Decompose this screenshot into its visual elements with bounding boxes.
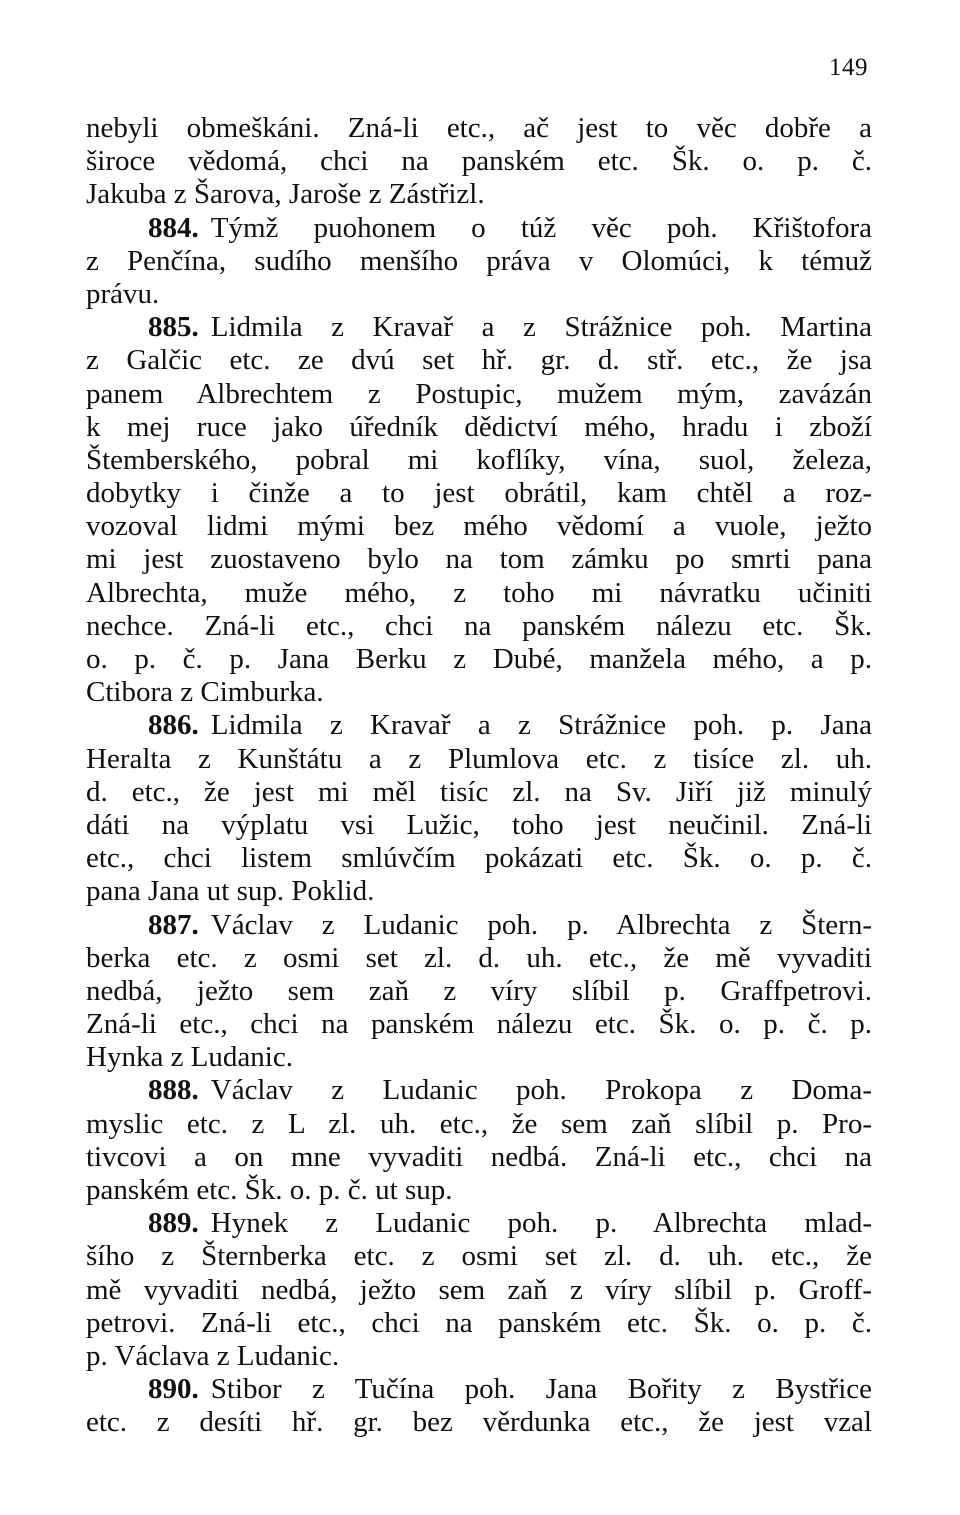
line-text: d. etc., že jest mi měl tisíc zl. na Sv. Jiří již minulý (86, 775, 872, 808)
line-text: Ctibora z Cimburka. (86, 676, 324, 709)
line-text: právu. (86, 277, 160, 310)
text-line (86, 1274, 872, 1307)
line-text: pana Jana ut sup. Poklid. (86, 875, 375, 908)
text-line (86, 1340, 872, 1373)
line-text: mě vyvaditi nedbá, ježto sem zaň z víry slíbil p. Groff- (86, 1273, 872, 1306)
text-line (86, 311, 872, 344)
text-line (86, 809, 872, 842)
text-line (86, 1041, 872, 1074)
text-line (86, 776, 872, 809)
line-text: Jakuba z Šarova, Jaroše z Zástřizl. (86, 178, 485, 211)
text-line (86, 975, 872, 1008)
entry-number: 885. (148, 311, 199, 344)
text-line (86, 344, 872, 377)
text-line (86, 1240, 872, 1273)
line-text: panském etc. Šk. o. p. č. ut sup. (86, 1174, 453, 1206)
entry-number: 888. (148, 1074, 199, 1107)
line-text: Lidmila z Kravař a z Strážnice poh. Martina (210, 311, 872, 344)
entry-number: 889. (148, 1207, 199, 1240)
line-text: nechce. Zná-li etc., chci na panském nálezu etc. Šk. (86, 609, 872, 642)
text-line (86, 411, 872, 444)
text-line (86, 842, 872, 875)
line-text: Týmž puohonem o túž věc poh. Křištofora (210, 211, 872, 244)
text-line (86, 909, 872, 942)
text-line (86, 610, 872, 643)
text-line (86, 1373, 872, 1406)
line-text: k mej ruce jako úředník dědictví mého, hradu i zboží (86, 410, 872, 443)
text-line (86, 1174, 872, 1207)
text-line (86, 145, 872, 178)
text-line (86, 1141, 872, 1174)
line-text: nedbá, ježto sem zaň z víry slíbil p. Graffpetrovi. (86, 974, 872, 1007)
document-body (86, 112, 872, 1440)
text-line (86, 875, 872, 908)
text-line (86, 676, 872, 709)
line-text: tivcovi a on mne vyvaditi nedbá. Zná-li etc., chci na (86, 1140, 872, 1173)
text-line (86, 942, 872, 975)
line-text: myslic etc. z L zl. uh. etc., že sem zaň slíbil p. Pro- (86, 1107, 872, 1140)
text-line (86, 1207, 872, 1240)
text-line (86, 1108, 872, 1141)
line-text: Hynka z Ludanic. (86, 1041, 293, 1074)
text-line (86, 212, 872, 245)
text-line (86, 245, 872, 278)
entry-number: 887. (148, 908, 199, 941)
line-text: z Galčic etc. ze dvú set hř. gr. d. stř. etc., že jsa (86, 344, 872, 377)
line-text: Lidmila z Kravař a z Strážnice poh. p. Jana (210, 709, 872, 742)
line-text: berka etc. z osmi set zl. d. uh. etc., že mě vyvaditi (86, 941, 872, 974)
line-text: petrovi. Zná-li etc., chci na panském etc. Šk. o. p. č. (86, 1306, 872, 1339)
text-line (86, 510, 872, 543)
line-text: Štemberského, pobral mi koflíky, vína, suol, železa, (86, 443, 872, 476)
line-text: p. Václava z Ludanic. (86, 1339, 340, 1372)
line-text: vozoval lidmi mými bez mého vědomí a vuole, ježto (86, 510, 872, 543)
line-text: dobytky i činže a to jest obrátil, kam chtěl a roz- (86, 477, 872, 510)
line-text: dáti na výplatu vsi Lužic, toho jest neučinil. Zná-li (86, 808, 872, 841)
line-text: Zná-li etc., chci na panském nálezu etc. Šk. o. p. č. p. (86, 1008, 872, 1041)
entry-number: 890. (148, 1373, 199, 1406)
line-text: o. p. č. p. Jana Berku z Dubé, manžela mého, a p. (86, 643, 872, 675)
text-line (86, 178, 872, 211)
line-text: nebyli obmeškáni. Zná-li etc., ač jest to věc dobře a (86, 112, 872, 144)
text-line (86, 577, 872, 610)
text-line (86, 378, 872, 411)
line-text: šího z Šternberka etc. z osmi set zl. d. uh. etc., že (86, 1240, 872, 1273)
text-line (86, 278, 872, 311)
text-line (86, 1307, 872, 1340)
text-line (86, 709, 872, 742)
text-line (86, 444, 872, 477)
line-text: Albrechta, muže mého, z toho mi návratku učiniti (86, 576, 872, 609)
line-text: etc., chci listem smlúvčím pokázati etc. Šk. o. p. č. (86, 842, 872, 875)
text-line (86, 643, 872, 676)
line-text: mi jest zuostaveno bylo na tom zámku po smrti pana (86, 543, 872, 576)
text-line (86, 1406, 872, 1439)
entry-number: 884. (148, 211, 199, 244)
text-line (86, 543, 872, 576)
line-text: Heralta z Kunštátu a z Plumlova etc. z tisíce zl. uh. (86, 742, 872, 775)
line-text: etc. z desíti hř. gr. bez věrdunka etc., že jest vzal (86, 1406, 872, 1439)
text-line (86, 1074, 872, 1107)
text-line (86, 477, 872, 510)
line-text: panem Albrechtem z Postupic, mužem mým, zavázán (86, 377, 872, 410)
line-text: široce vědomá, chci na panském etc. Šk. o. p. č. (86, 145, 872, 178)
entry-number: 886. (148, 709, 199, 742)
line-text: Hynek z Ludanic poh. p. Albrechta mlad- (210, 1207, 872, 1240)
page-number: 149 (829, 54, 868, 81)
text-line (86, 743, 872, 776)
line-text: Václav z Ludanic poh. p. Albrechta z Štern- (210, 908, 872, 941)
line-text: Stibor z Tučína poh. Jana Bořity z Bystřice (210, 1373, 872, 1406)
line-text: z Penčína, sudího menšího práva v Olomúci, k témuž (86, 244, 872, 277)
text-line (86, 112, 872, 145)
line-text: Václav z Ludanic poh. Prokopa z Doma- (210, 1074, 872, 1107)
text-line (86, 1008, 872, 1041)
